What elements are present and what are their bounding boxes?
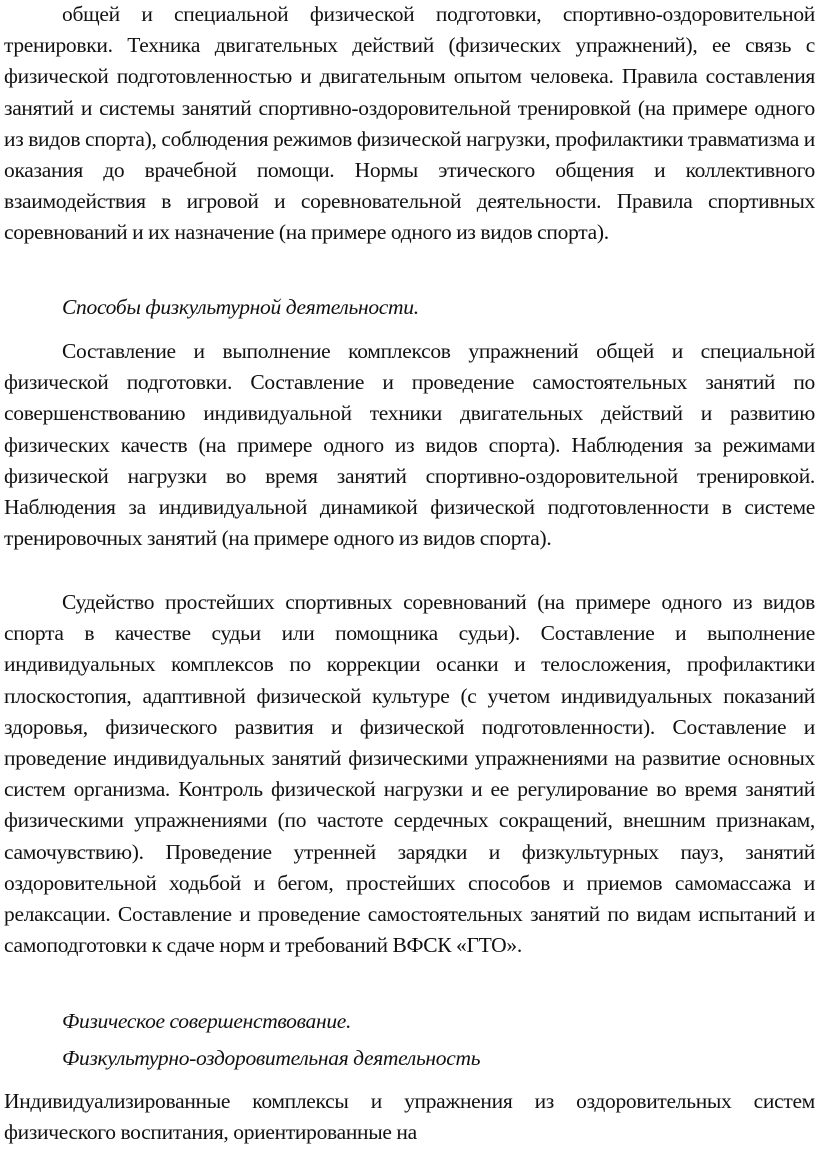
section-heading-health-activity: Физкультурно-оздоровительная деятельность <box>62 1046 481 1070</box>
section-heading-physical-improvement: Физическое совершенствование. <box>62 1009 352 1033</box>
section-heading-methods: Способы физкультурной деятельности. <box>62 295 419 319</box>
paragraph-refereeing: Судейство простейших спортивных соревнований (на примере одного из видов спорта в качестве судьи или помощника судьи). Составление и выполнение индивидуальных комплексов по коррекции осанки и телосложения, профилактики плоскостопия, адаптивной физической культуре (с учетом индивидуальных показаний здоровья, физического развития и физической подготовленности). Составление и проведение индивидуальных занятий физическими упражнениями на развитие основных систем организма. Контроль физической нагрузки и ее регулирование во время занятий физическими упражнениями (по частоте сердечных сокращений, внешним признакам, самочувствию). Проведение утренней зарядки и физкультурных пауз, занятий оздоровительной ходьбой и бегом, простейших способов и приемов самомассажа и релаксации. Составление и проведение самостоятельных занятий по видам испытаний и самоподготовки к сдаче норм и требований ВФСК «ГТО». <box>4 590 815 958</box>
paragraph-individual-complexes: Индивидуализированные комплексы и упражнения из оздоровительных систем физического воспитания, ориентированные на <box>4 1089 815 1145</box>
paragraph-exercise-complexes: Составление и выполнение комплексов упражнений общей и специальной физической подготовки. Составление и проведение самостоятельных занятий по совершенствованию индивидуальной техники двигательных действий и развитию физических качеств (на примере одного из видов спорта). Наблюдения за режимами физической нагрузки во время занятий спортивно-оздоровительной тренировкой. Наблюдения за индивидуальной динамикой физической подготовленности в системе тренировочных занятий (на примере одного из видов спорта). <box>4 339 815 551</box>
paragraph-continued-intro: общей и специальной физической подготовки, спортивно-оздоровительной тренировки. Техника двигательных действий (физических упражнений), ее связь с физической подготовленностью и двигательным опытом человека. Правила составления занятий и системы занятий спортивно-оздоровительной тренировкой (на примере одного из видов спорта), соблюдения режимов физической нагрузки, профилактики травматизма и оказания до врачебной помощи. Нормы этического общения и коллективного взаимодействия в игровой и соревновательной деятельности. Правила спортивных соревнований и их назначение (на примере одного из видов спорта). <box>4 2 815 245</box>
